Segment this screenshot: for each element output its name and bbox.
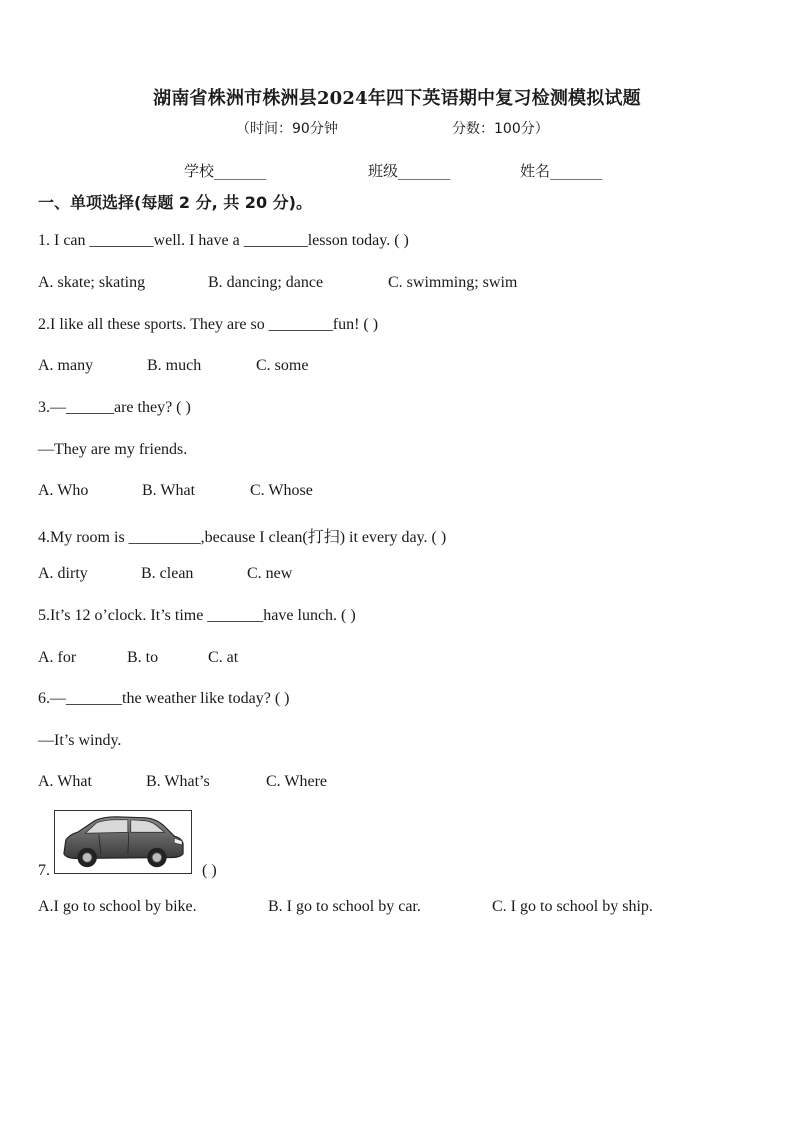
- question-6: 6.—_______the weather like today? ( ): [38, 690, 290, 707]
- car-picture-icon: [54, 810, 192, 874]
- q7-option-a[interactable]: A.I go to school by bike.: [38, 898, 197, 915]
- q3-option-b[interactable]: B. What: [142, 482, 196, 499]
- q1-option-c[interactable]: C. swimming; swim: [388, 274, 518, 291]
- q5-option-a[interactable]: A. for: [38, 649, 77, 666]
- q2-option-a[interactable]: A. many: [38, 357, 94, 374]
- q2-option-b[interactable]: B. much: [147, 357, 202, 374]
- q5-option-c[interactable]: C. at: [208, 649, 239, 666]
- total-score: 分数：100分）: [452, 121, 549, 137]
- q6-option-c[interactable]: C. Where: [266, 773, 328, 790]
- q1-option-b[interactable]: B. dancing; dance: [208, 274, 324, 291]
- time-limit: （时间：90分钟: [236, 121, 338, 137]
- question-3: 3.—______are they? ( ): [38, 399, 191, 416]
- q2-option-c[interactable]: C. some: [256, 357, 309, 374]
- q4-option-a[interactable]: A. dirty: [38, 565, 88, 582]
- question-1: 1. I can ________well. I have a ________lesson today. ( ): [38, 232, 409, 249]
- school-field[interactable]: 学校_______: [184, 162, 267, 180]
- page-title: 湖南省株洲市株洲县2024年四下英语期中复习检测模拟试题: [153, 88, 641, 109]
- question-7-answer-paren: ( ): [202, 862, 217, 879]
- q1-option-a[interactable]: A. skate; skating: [38, 274, 146, 291]
- class-field[interactable]: 班级_______: [368, 162, 451, 180]
- q3-option-a[interactable]: A. Who: [38, 482, 89, 499]
- q6-option-a[interactable]: A. What: [38, 773, 92, 790]
- q7-option-c[interactable]: C. I go to school by ship.: [492, 898, 653, 915]
- name-field[interactable]: 姓名_______: [520, 162, 603, 180]
- q4-option-b[interactable]: B. clean: [141, 565, 194, 582]
- question-5: 5.It’s 12 o’clock. It’s time _______have lunch. ( ): [38, 607, 356, 624]
- q5-option-b[interactable]: B. to: [127, 649, 159, 666]
- question-7-number: 7.: [38, 862, 50, 879]
- q7-option-b[interactable]: B. I go to school by car.: [268, 898, 421, 915]
- question-3-reply: —They are my friends.: [38, 441, 188, 458]
- question-6-reply: —It’s windy.: [38, 732, 122, 749]
- question-4: 4.My room is _________,because I clean(打扫) it every day. ( ): [38, 529, 447, 546]
- q4-option-c[interactable]: C. new: [247, 565, 293, 582]
- section-heading: 一、单项选择(每题 2 分, 共 20 分)。: [38, 193, 312, 212]
- q3-option-c[interactable]: C. Whose: [250, 482, 313, 499]
- q6-option-b[interactable]: B. What’s: [146, 773, 210, 790]
- question-2: 2.I like all these sports. They are so ________fun! ( ): [38, 316, 379, 333]
